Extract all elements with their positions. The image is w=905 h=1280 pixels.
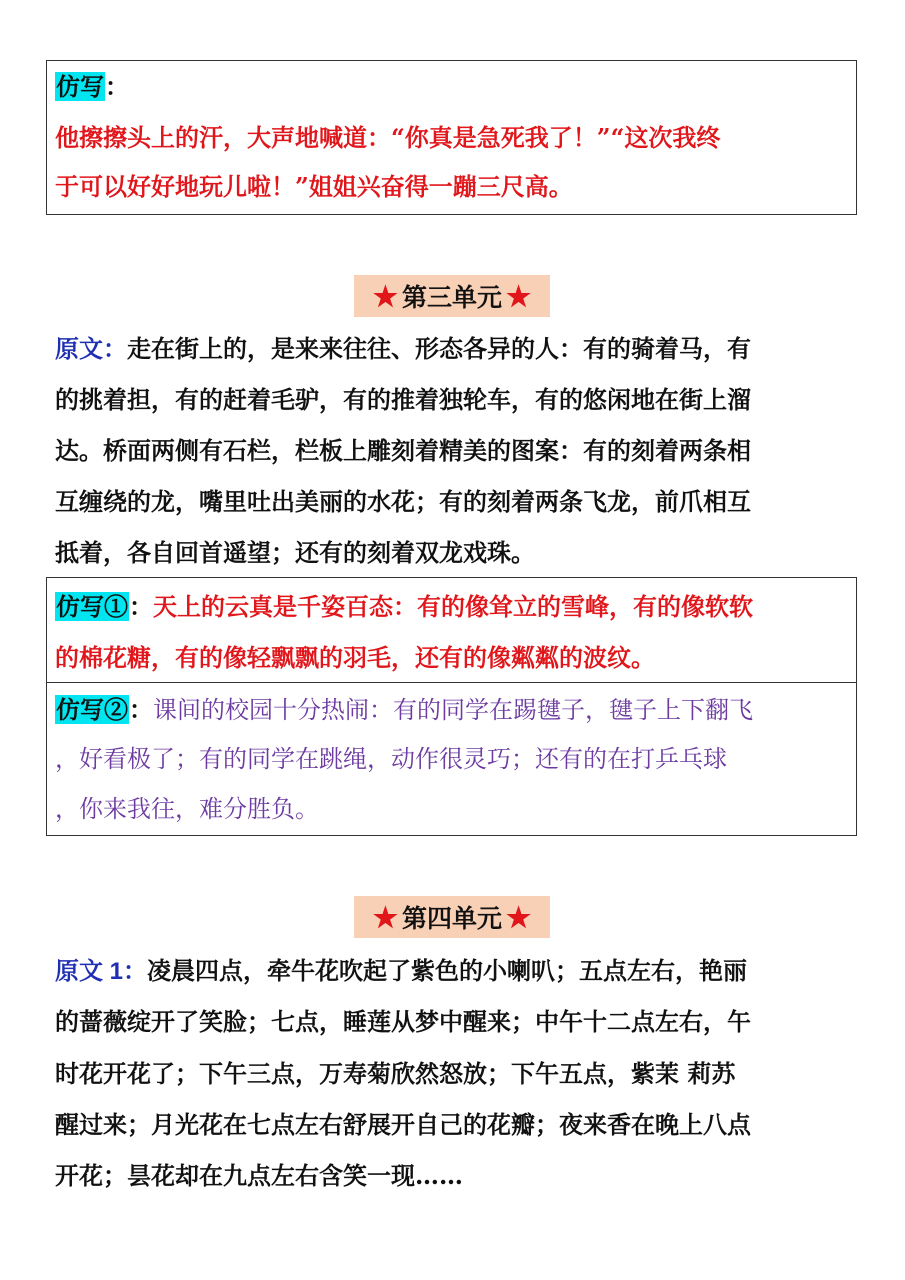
unit-3-title	[354, 275, 550, 317]
unit-4-line-1	[55, 945, 747, 997]
star-icon: ★	[506, 279, 532, 313]
imitation-2-line-1	[55, 684, 753, 736]
imitation-2-label: 仿写②	[56, 695, 128, 724]
original-text: 走在街上的，是来来往往、形态各异的人：有的骑着马，有	[127, 334, 751, 363]
imitation-colon: ：	[105, 72, 129, 101]
imitation-line-2: 于可以好好地玩儿啦！”姐姐兴奋得一蹦三尺高。	[55, 172, 573, 201]
unit-4-original-label: 原文 1：	[55, 958, 148, 985]
original-line-4: 互缠绕的龙，嘴里吐出美丽的水花；有的刻着两条飞龙，前爪相互	[55, 487, 751, 516]
unit-4-original-text: 凌晨四点，牵牛花吹起了紫色的小喇叭；五点左右，艳丽	[147, 956, 748, 985]
star-icon: ★	[506, 900, 532, 934]
original-line-5: 抵着，各自回首遥望；还有的刻着双龙戏珠。	[55, 538, 535, 567]
imitation-line-1: 他擦擦头上的汗，大声地喊道：“你真是急死我了！”“这次我终	[55, 123, 721, 152]
imitation-2-text: 课间的校园十分热闹：有的同学在踢毽子，毽子上下翻飞	[153, 696, 753, 724]
original-line-3: 达。桥面两侧有石栏，栏板上雕刻着精美的图案：有的刻着两条相	[55, 436, 751, 465]
imitation-1-colon: ：	[129, 592, 153, 621]
unit-4-title-text: 第四单元	[401, 904, 502, 933]
unit-4-title	[354, 896, 550, 938]
unit-4-line-3: 时花开花了；下午三点，万寿菊欣然怒放；下午五点，紫茉 莉苏	[55, 1059, 736, 1088]
imitation-1-line-2: 的棉花糖，有的像轻飘飘的羽毛，还有的像粼粼的波纹。	[55, 643, 655, 672]
unit-3-title-text: 第三单元	[401, 283, 502, 312]
imitation-label: 仿写	[56, 72, 104, 101]
imitation-2-line-2: ，好看极了；有的同学在跳绳，动作很灵巧；还有的在打乒乓球	[55, 745, 727, 773]
imitation-1-line-1	[55, 581, 753, 632]
original-label: 原文：	[55, 334, 127, 363]
star-icon: ★	[372, 900, 398, 934]
star-icon: ★	[372, 279, 398, 313]
unit-4-line-5: 开花；昙花却在九点左右含笑一现……	[55, 1161, 463, 1190]
imitation-2-colon: ：	[129, 695, 153, 724]
original-line-1	[55, 323, 751, 374]
imitation-1-label: 仿写①	[56, 592, 128, 621]
imitation-1-text: 天上的云真是千姿百态：有的像耸立的雪峰，有的像软软	[153, 592, 753, 621]
imitation-2-line-3: ，你来我往，难分胜负。	[55, 795, 319, 823]
unit-4-line-2: 的蔷薇绽开了笑脸；七点，睡莲从梦中醒来；中午十二点左右，午	[55, 1007, 751, 1036]
unit-4-line-4: 醒过来；月光花在七点左右舒展开自己的花瓣；夜来香在晚上八点	[55, 1110, 751, 1139]
original-line-2: 的挑着担，有的赶着毛驴，有的推着独轮车，有的悠闲地在街上溜	[55, 385, 751, 414]
imitation-label-line	[55, 61, 129, 113]
